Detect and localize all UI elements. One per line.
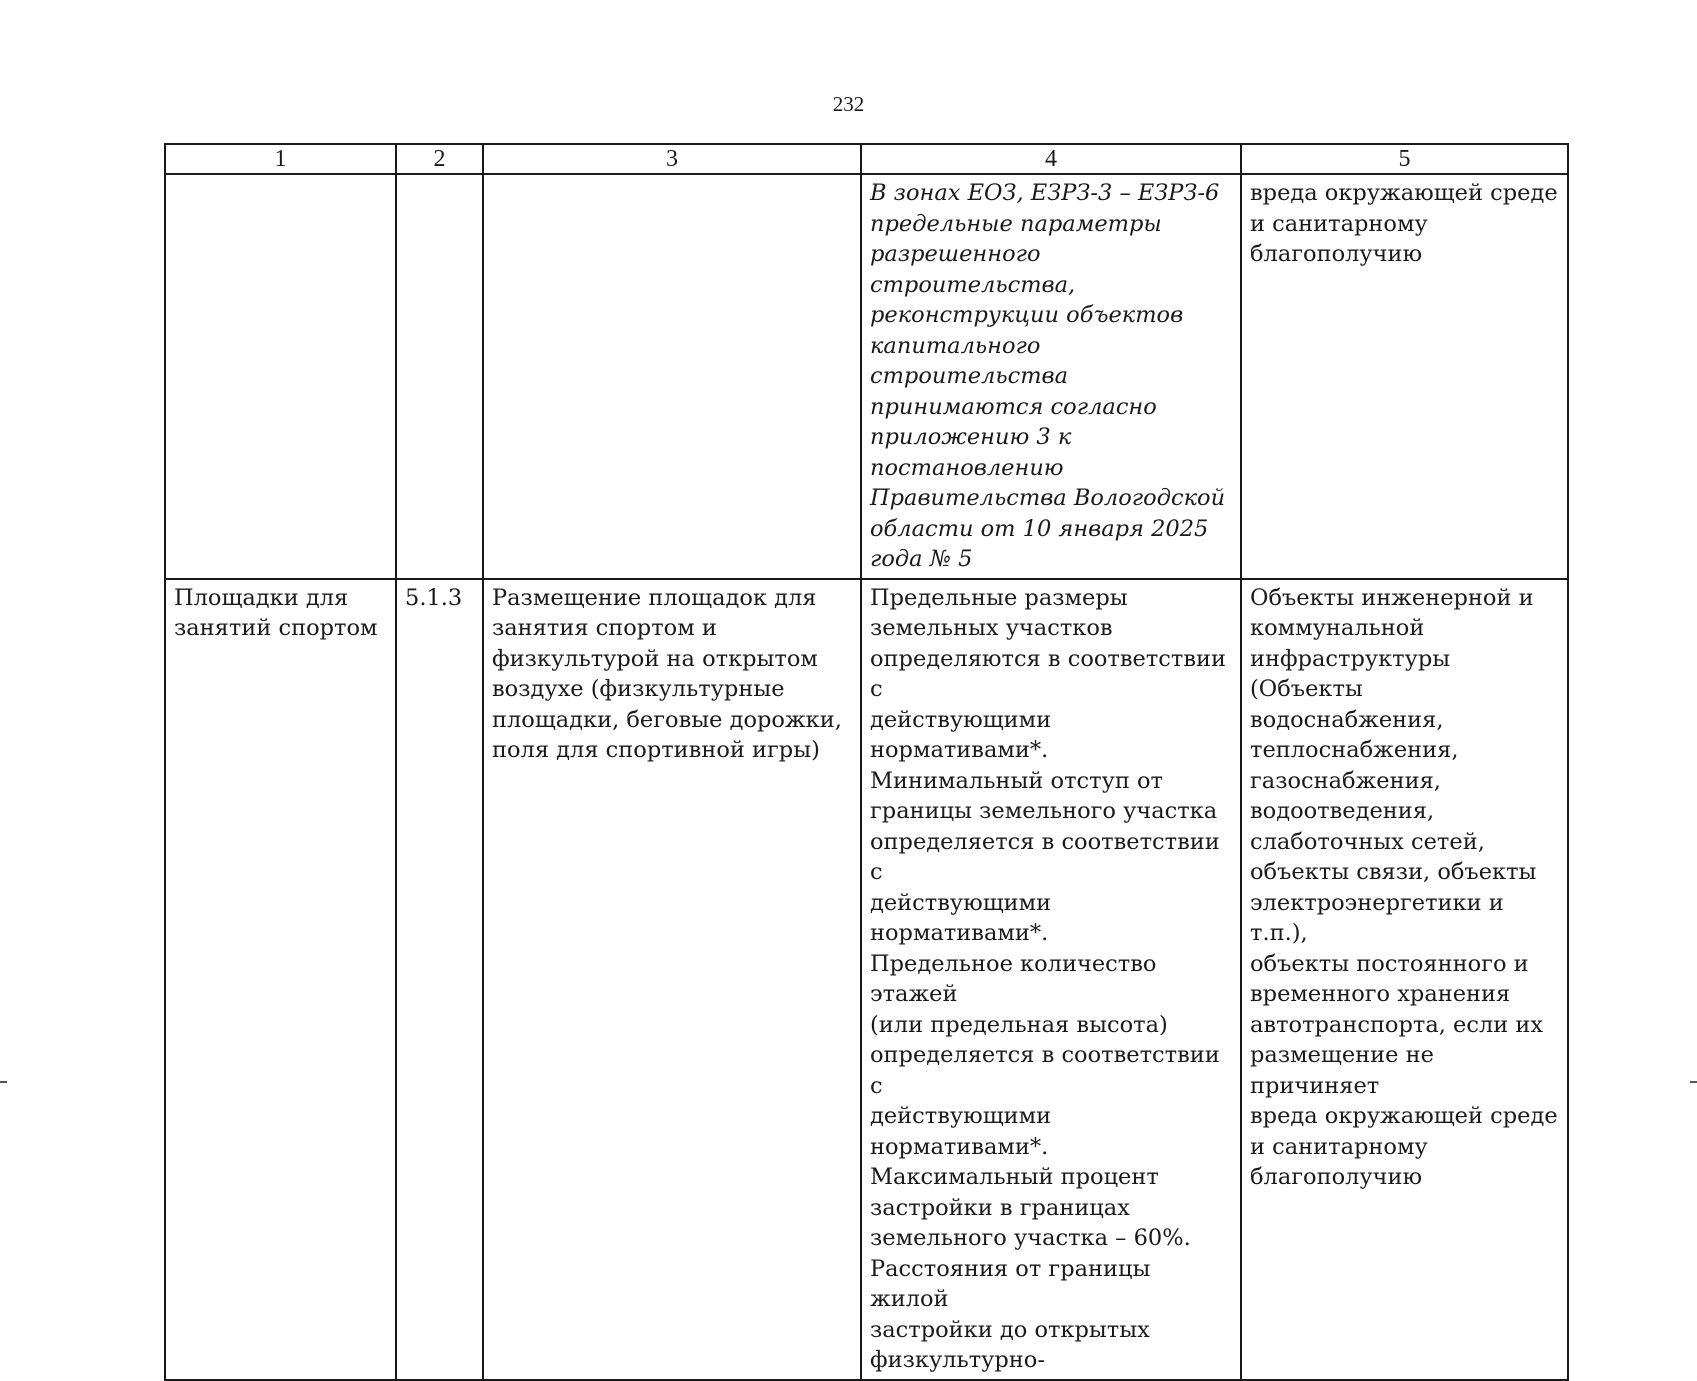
cell-description: [483, 174, 861, 579]
table-row: [165, 579, 1568, 1380]
cell-use-name: Площадки для занятий спортом: [165, 579, 396, 1380]
column-header-3: 3: [483, 144, 861, 174]
table-header-row: [165, 144, 1568, 174]
cell-code: [396, 174, 483, 579]
right-margin-mark: [1690, 1081, 1697, 1083]
cell-use-name: [165, 174, 396, 579]
column-header-1: 1: [165, 144, 396, 174]
cell-auxiliary-uses: Объекты инженерной и коммунальной инфраструктуры (Объекты водоснабжения, теплоснабжения, газоснабжения, водоотведения, слаботочных сетей, объекты связи, объекты электроэнергетики и т.п.), объекты постоянного и временного хранения автотранспорта, если их размещение не причиняет вреда окружающей среде и санитарному благополучию: [1241, 579, 1568, 1380]
left-margin-mark: [0, 1081, 7, 1083]
document-table: [164, 143, 1569, 1381]
column-header-4: 4: [861, 144, 1241, 174]
page-number: 232: [832, 92, 865, 116]
table-row: [165, 174, 1568, 579]
cell-parameters: В зонах ЕОЗ, ЕЗРЗ-3 – ЕЗРЗ-6 предельные параметры разрешенного строительства, реконструкции объектов капитального строительства принимаются согласно приложению 3 к постановлению Правительства Вологодской области от 10 января 2025 года № 5: [861, 174, 1241, 579]
cell-description: Размещение площадок для занятия спортом и физкультурой на открытом воздухе (физкультурные площадки, беговые дорожки, поля для спортивной игры): [483, 579, 861, 1380]
column-header-2: 2: [396, 144, 483, 174]
cell-parameters: Предельные размеры земельных участков определяются в соответствии с действующими нормативами*. Минимальный отступ от границы земельного участка определяется в соответствии с действующими нормативами*. Предельное количество этажей (или предельная высота) определяется в соответствии с действующими нормативами*. Максимальный процент застройки в границах земельного участка – 60%. Расстояния от границы жилой застройки до открытых физкультурно-: [861, 579, 1241, 1380]
cell-auxiliary-uses: вреда окружающей среде и санитарному благополучию: [1241, 174, 1568, 579]
column-header-5: 5: [1241, 144, 1568, 174]
cell-code: 5.1.3: [396, 579, 483, 1380]
